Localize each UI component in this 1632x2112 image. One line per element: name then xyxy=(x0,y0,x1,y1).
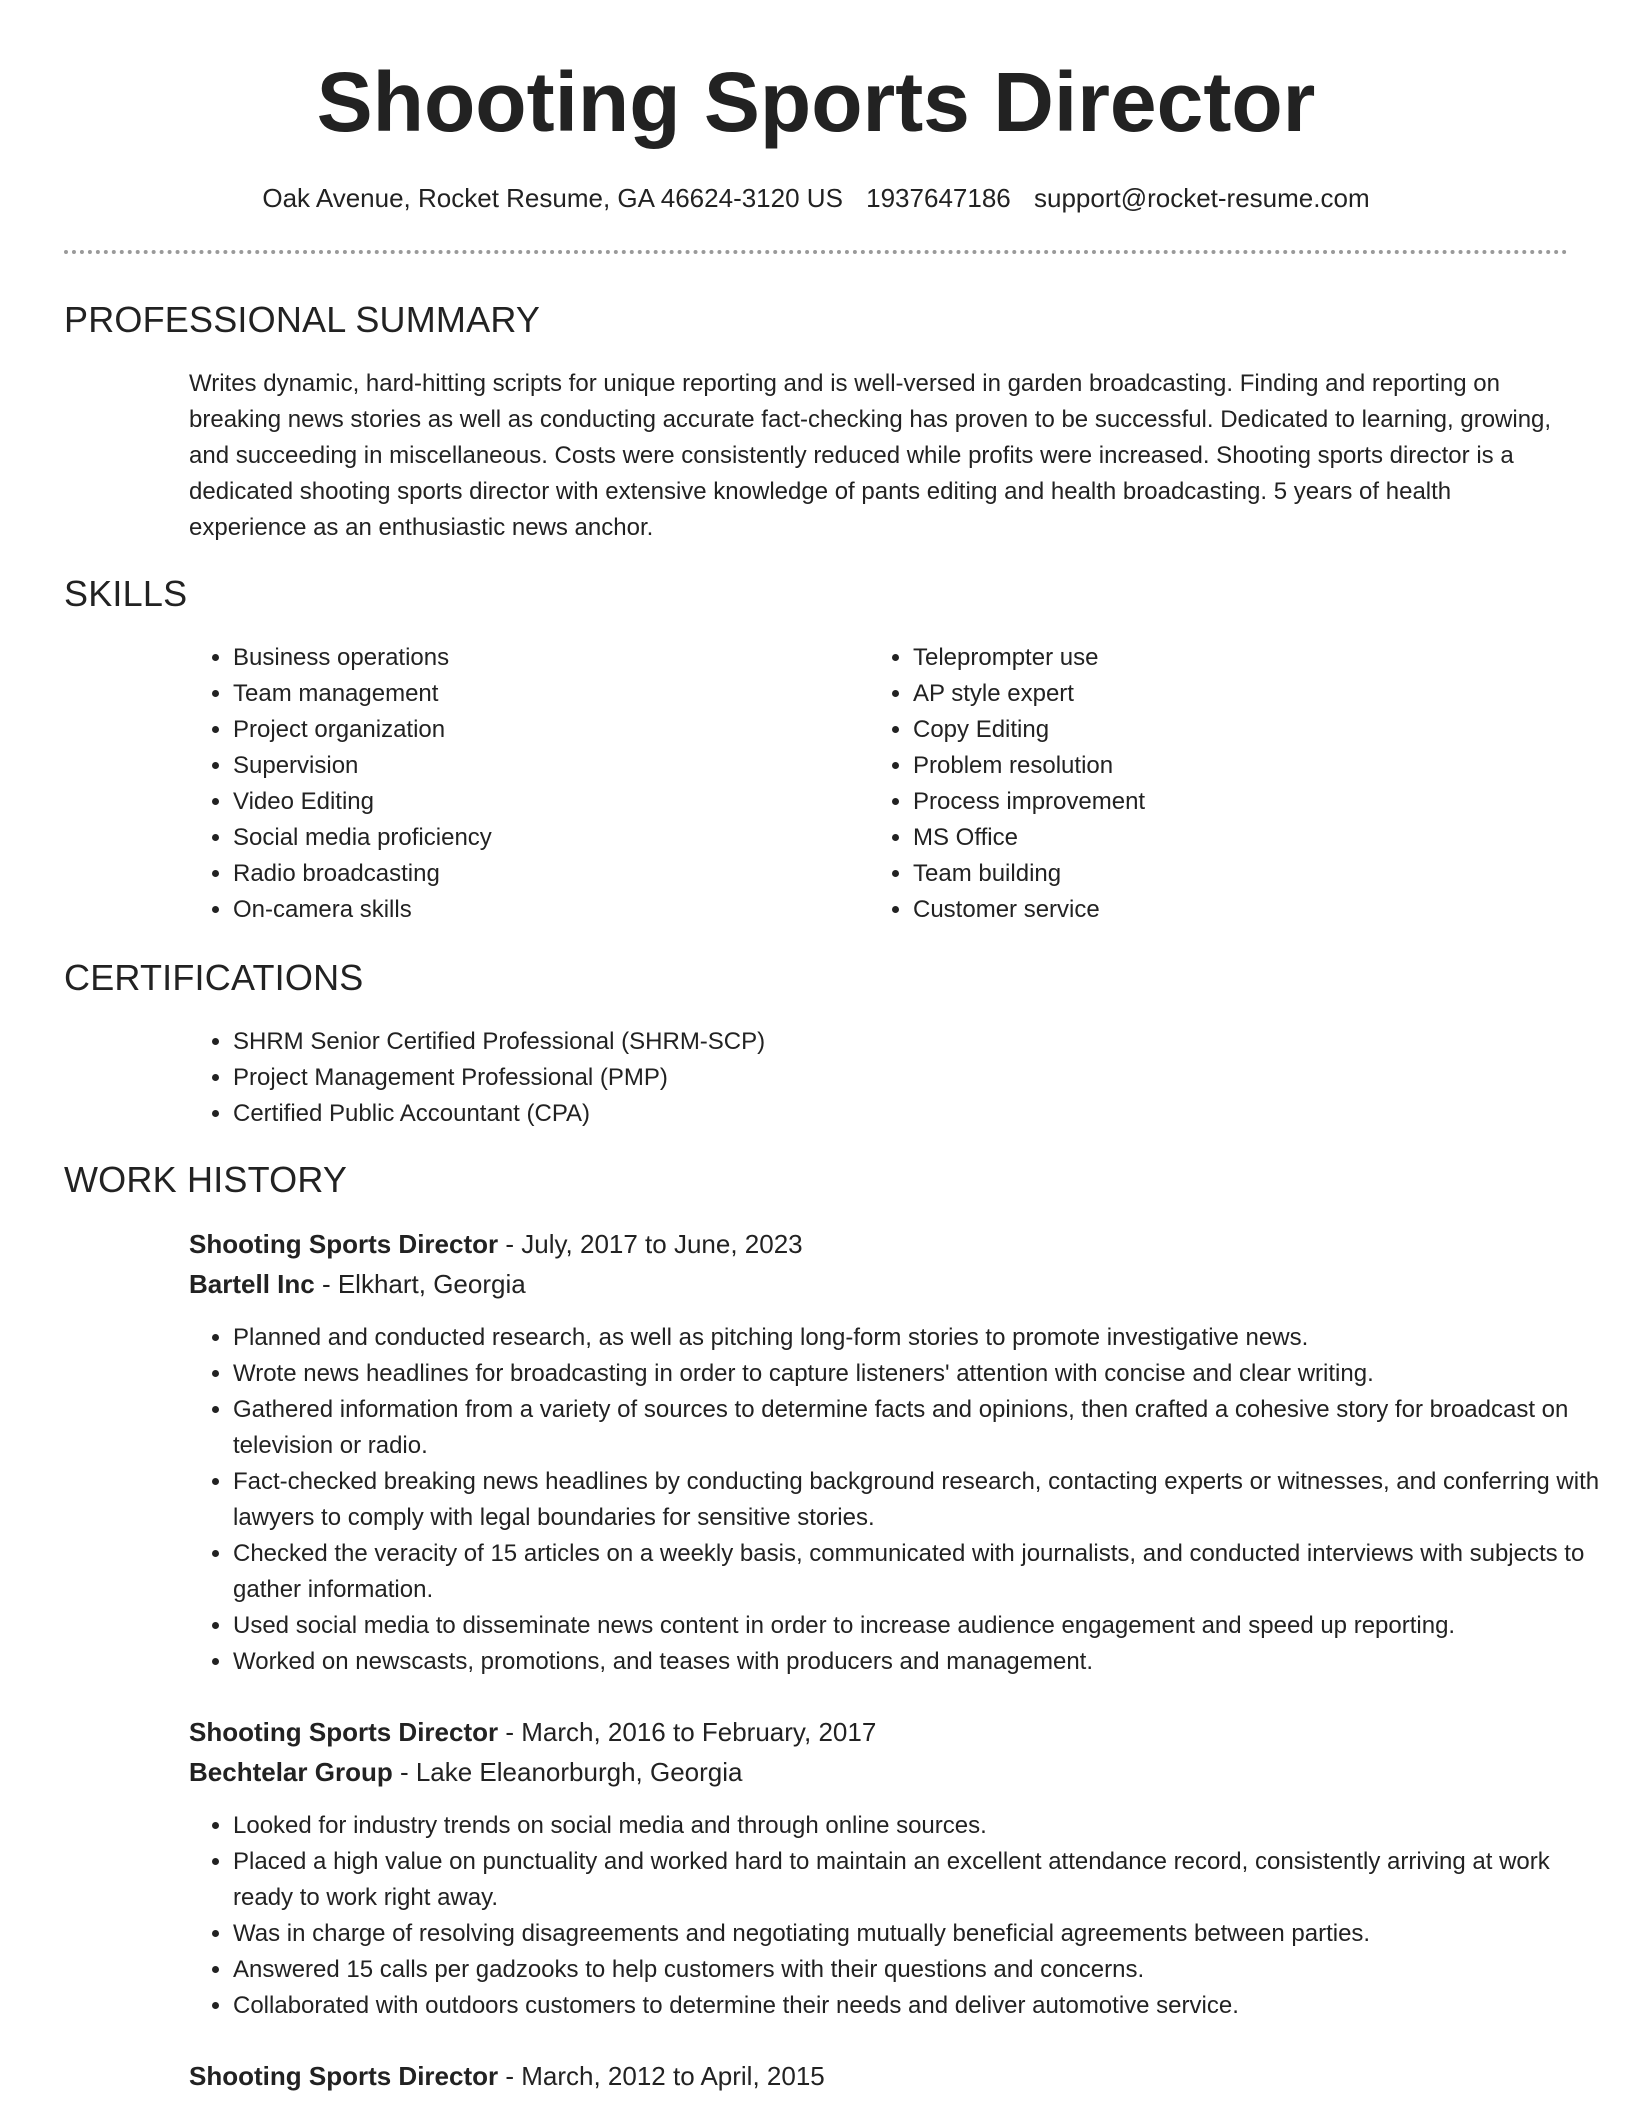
job-location: - Elkhart, Georgia xyxy=(314,1269,526,1299)
job-dates: - March, 2016 to February, 2017 xyxy=(498,1717,877,1747)
job-company-line xyxy=(189,1752,743,1792)
skill-item: • Process improvement xyxy=(913,784,1533,820)
certifications-list xyxy=(189,1024,1533,1132)
job-bullet: • Answered 15 calls per gadzooks to help customers with their questions and concerns. xyxy=(233,1952,1603,1988)
skill-item: • Video Editing xyxy=(233,784,853,820)
skill-item: • Team management xyxy=(233,676,853,712)
skills-list-left xyxy=(189,640,853,928)
skill-item: • Social media proficiency xyxy=(233,820,853,856)
candidate-name: Shooting Sports Director xyxy=(316,55,1316,149)
skill-item: • Customer service xyxy=(913,892,1533,928)
work-history-heading: WORK HISTORY xyxy=(64,1159,348,1200)
header-divider xyxy=(64,250,1568,254)
job-bullet: • Used social media to disseminate news content in order to increase audience engagement and speed up reporting. xyxy=(233,1608,1603,1644)
job-bullet: • Checked the veracity of 15 articles on a weekly basis, communicated with journalists, and conducted interviews with subjects to gather information. xyxy=(233,1536,1603,1608)
skill-item: • Team building xyxy=(913,856,1533,892)
skill-item: • Business operations xyxy=(233,640,853,676)
skill-item: • Project organization xyxy=(233,712,853,748)
job-role: Shooting Sports Director xyxy=(189,1229,499,1259)
job-bullet: • Wrote news headlines for broadcasting in order to capture listeners' attention with concise and clear writing. xyxy=(233,1356,1603,1392)
summary-text: Writes dynamic, hard-hitting scripts for unique reporting and is well-versed in garden broadcasting. Finding and reporting on breaking news stories as well as conducting accurate fact-checking has proven to be successful. Dedicated to learning, growing, and succeeding in miscellaneous. Costs were consistently reduced while profits were increased. Shooting sports director is a dedicated shooting sports director with extensive knowledge of pants editing and health broadcasting. 5 years of health experience as an enthusiastic news anchor. xyxy=(189,370,1552,541)
skills-list-right xyxy=(869,640,1533,928)
job-dates: - March, 2012 to April, 2015 xyxy=(498,2061,825,2091)
skill-item: • On-camera skills xyxy=(233,892,853,928)
job-role: Shooting Sports Director xyxy=(189,1717,499,1747)
job-title-line xyxy=(189,1224,803,1264)
job-bullet: • Looked for industry trends on social media and through online sources. xyxy=(233,1808,1603,1844)
skill-item: • Problem resolution xyxy=(913,748,1533,784)
contact-line xyxy=(0,180,1632,216)
skill-item: • Teleprompter use xyxy=(913,640,1533,676)
skill-item: • Radio broadcasting xyxy=(233,856,853,892)
skill-item: • AP style expert xyxy=(913,676,1533,712)
job-bullet: • Was in charge of resolving disagreements and negotiating mutually beneficial agreements between parties. xyxy=(233,1916,1603,1952)
job-bullet: • Gathered information from a variety of sources to determine facts and opinions, then crafted a cohesive story for broadcast on television or radio. xyxy=(233,1392,1603,1464)
address: Oak Avenue, Rocket Resume, GA 46624-3120 US xyxy=(262,183,843,213)
job-bullets xyxy=(189,1808,1603,2024)
email: support@rocket-resume.com xyxy=(1033,183,1370,213)
skill-item: • Supervision xyxy=(233,748,853,784)
certifications-heading: CERTIFICATIONS xyxy=(64,957,364,998)
certification-item: • SHRM Senior Certified Professional (SHRM-SCP) xyxy=(233,1024,1533,1060)
job-bullet: • Placed a high value on punctuality and worked hard to maintain an excellent attendance record, consistently arriving at work ready to work right away. xyxy=(233,1844,1603,1916)
job-company: Bartell Inc xyxy=(189,1269,315,1299)
skill-item: • MS Office xyxy=(913,820,1533,856)
job-bullet: • Planned and conducted research, as well as pitching long-form stories to promote investigative news. xyxy=(233,1320,1603,1356)
certification-item: • Project Management Professional (PMP) xyxy=(233,1060,1533,1096)
job-role: Shooting Sports Director xyxy=(189,2061,499,2091)
job-bullets xyxy=(189,1320,1603,1680)
job-bullet: • Fact-checked breaking news headlines by conducting background research, contacting experts or witnesses, and conferring with lawyers to comply with legal boundaries for sensitive stories. xyxy=(233,1464,1603,1536)
job-dates: - July, 2017 to June, 2023 xyxy=(498,1229,803,1259)
phone: 1937647186 xyxy=(866,183,1011,213)
job-location: - Lake Eleanorburgh, Georgia xyxy=(392,1757,743,1787)
certification-item: • Certified Public Accountant (CPA) xyxy=(233,1096,1533,1132)
job-company-line xyxy=(189,1264,526,1304)
job-title-line xyxy=(189,2056,825,2096)
job-company: Bechtelar Group xyxy=(189,1757,393,1787)
job-bullet: • Worked on newscasts, promotions, and teases with producers and management. xyxy=(233,1644,1603,1680)
skills-heading: SKILLS xyxy=(64,573,188,614)
job-title-line xyxy=(189,1712,876,1752)
summary-heading: PROFESSIONAL SUMMARY xyxy=(64,299,541,340)
job-bullet: • Collaborated with outdoors customers to determine their needs and deliver automotive service. xyxy=(233,1988,1603,2024)
skill-item: • Copy Editing xyxy=(913,712,1533,748)
